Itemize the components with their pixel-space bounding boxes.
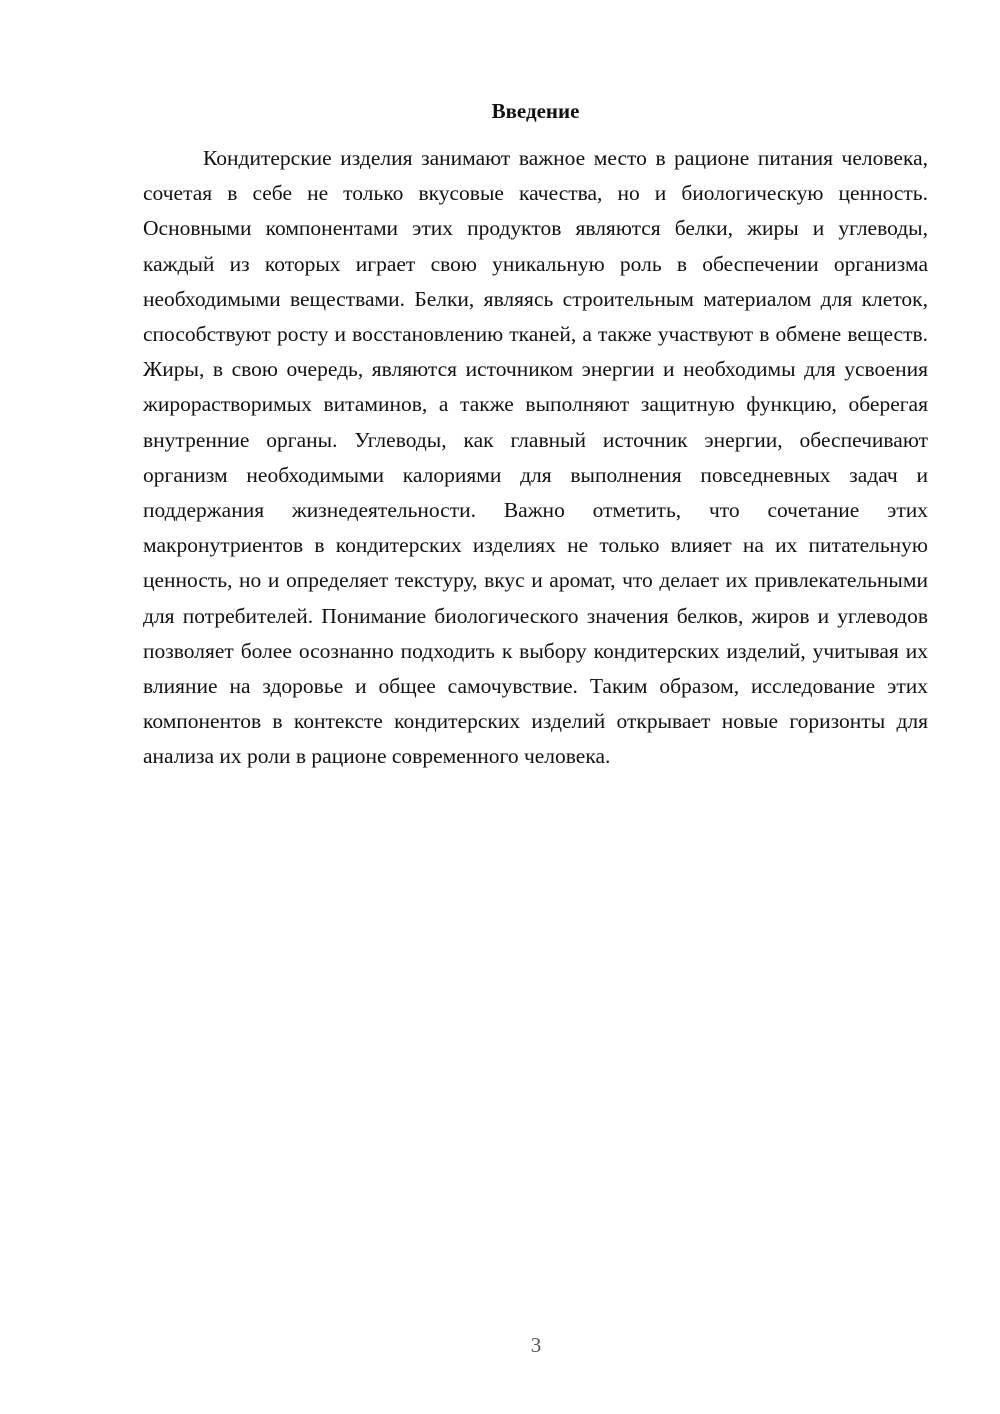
section-title: Введение xyxy=(491,99,580,123)
page-number: 3 xyxy=(530,1333,542,1357)
page-content xyxy=(143,93,928,775)
body-paragraph: Кондитерские изделия занимают важное место в рационе питания человека, сочетая в себе не только вкусовые качества, но и биологическую ценность. Основными компонентами этих продуктов являются белки, жиры и углеводы, каждый из которых играет свою уникальную роль в обеспечении организма необходимыми веществами. Белки, являясь строительным материалом для клеток, способствуют росту и восстановлению тканей, а также участвуют в обмене веществ. Жиры, в свою очередь, являются источником энергии и необходимы для усвоения жирорастворимых витаминов, а также выполняют защитную функцию, оберегая внутренние органы. Углеводы, как главный источник энергии, обеспечивают организм необходимыми калориями для выполнения повседневных задач и поддержания жизнедеятельности. Важно отметить, что сочетание этих макронутриентов в кондитерских изделиях не только влияет на их питательную ценность, но и определяет текстуру, вкус и аромат, что делает их привлекательными для потребителей. Понимание биологического значения белков, жиров и углеводов позволяет более осознанно подходить к выбору кондитерских изделий, учитывая их влияние на здоровье и общее самочувствие. Таким образом, исследование этих компонентов в контексте кондитерских изделий открывает новые горизонты для анализа их роли в рационе современного человека. xyxy=(143,146,928,769)
